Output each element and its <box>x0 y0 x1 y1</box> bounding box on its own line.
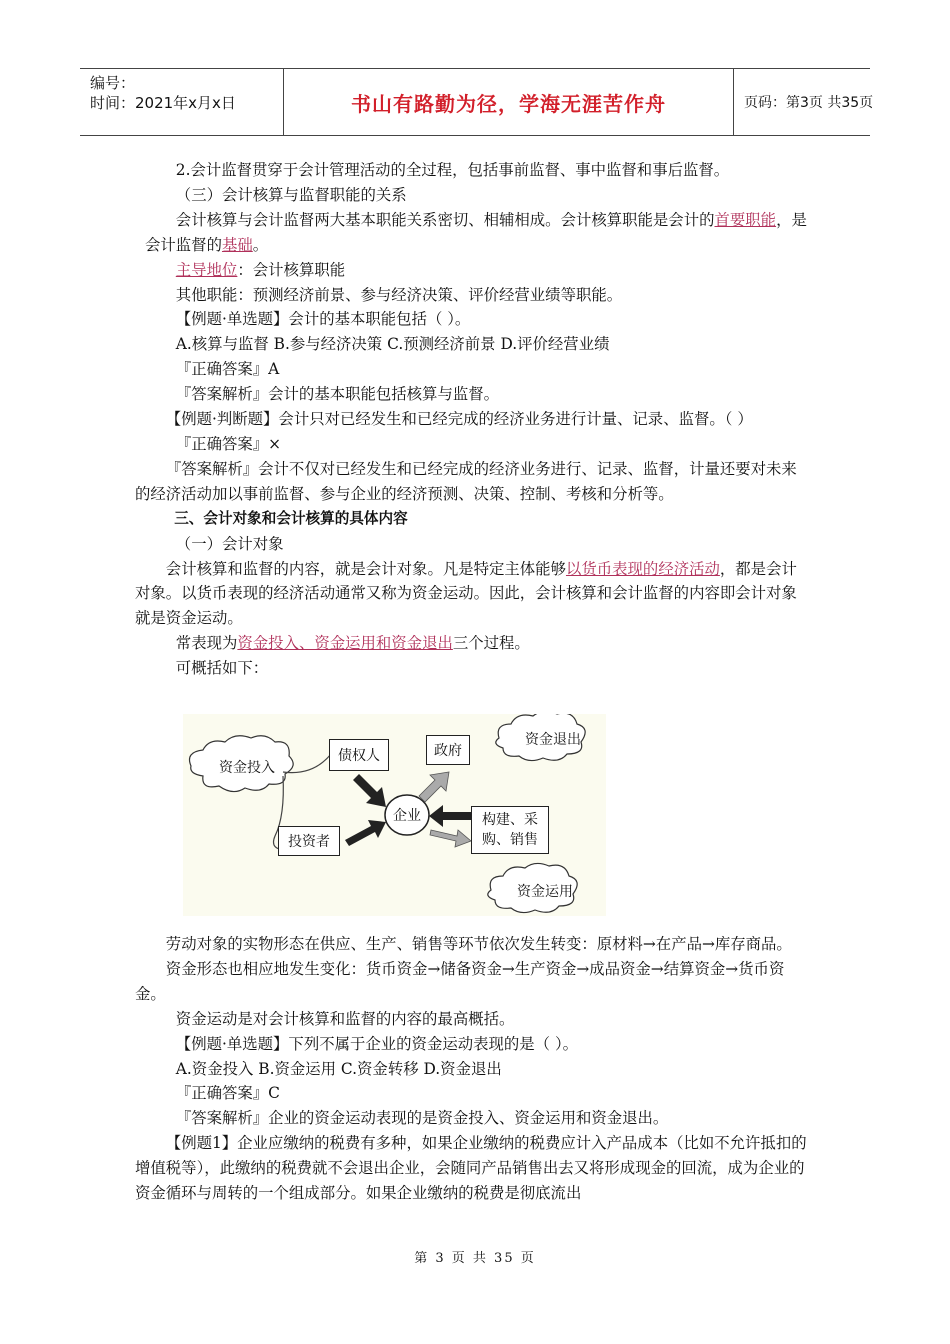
paragraph: 会计核算和监督的内容，就是会计对象。凡是特定主体能够以货币表现的经济活动，都是会计对象。以货币表现的经济活动通常又称为资金运动。因此，会计核算和会计监督的内容即会计对象就是资金运动。 <box>135 559 797 628</box>
page-header <box>80 68 874 136</box>
fund-flow-diagram <box>183 714 606 916</box>
answer: 『正确答案』A <box>175 360 280 379</box>
link-monetary-activity[interactable]: 以货币表现的经济活动 <box>565 559 720 578</box>
explanation: 『答案解析』会计不仅对已经发生和已经完成的经济业务进行、记录、监督，计量还要对未来的经济活动加以事前监督、参与企业的经济预测、决策、控制、考核和分析等。 <box>135 459 797 503</box>
body-text-top <box>135 158 810 681</box>
arrow-investor-to-enterprise <box>345 820 386 846</box>
date-label: 时间：2021年x月x日 <box>90 94 236 112</box>
question: 【例题·单选题】下列不属于企业的资金运动表现的是（ ）。 <box>175 1034 579 1053</box>
creditor-box: 债权人 <box>329 739 389 771</box>
paragraph: 其他职能：预测经济前景、参与经济决策、评价经营业绩等职能。 <box>175 285 623 304</box>
link-three-processes[interactable]: 资金投入、资金运用和资金退出 <box>237 634 453 653</box>
arrow-build-to-enterprise <box>429 805 471 827</box>
arrow-enterprise-to-government <box>419 772 449 802</box>
number-label: 编号： <box>90 74 136 92</box>
page-footer: 第 3 页 共 35 页 <box>414 1251 536 1266</box>
government-box: 政府 <box>426 735 470 765</box>
cloud-fund-input: 资金投入 <box>219 760 275 776</box>
enterprise-label: 企业 <box>393 808 421 824</box>
section-heading: （三）会计核算与监督职能的关系 <box>175 185 407 204</box>
paragraph: 2.会计监督贯穿于会计管理活动的全过程，包括事前监督、事中监督和事后监督。 <box>175 161 730 179</box>
build-purchase-sell-box: 构建、采购、销售 <box>471 806 549 854</box>
paragraph: 常表现为资金投入、资金运用和资金退出三个过程。 <box>175 634 530 653</box>
question: 【例题·单选题】会计的基本职能包括（ ）。 <box>175 310 471 329</box>
paragraph: 资金运动是对会计核算和监督的内容的最高概括。 <box>175 1009 515 1028</box>
investor-box: 投资者 <box>278 826 340 856</box>
section-heading: （一）会计对象 <box>175 534 284 553</box>
link-foundation[interactable]: 基础 <box>221 235 253 254</box>
explanation: 『答案解析』企业的资金运动表现的是资金投入、资金运用和资金退出。 <box>175 1109 669 1128</box>
arrow-creditor-to-enterprise <box>353 774 386 807</box>
answer: 『正确答案』× <box>175 434 282 453</box>
paragraph: 会计核算与会计监督两大基本职能关系密切、相辅相成。会计核算职能是会计的首要职能，是会计监督的基础。 <box>145 210 807 254</box>
question: 【例题·判断题】会计只对已经发生和已经完成的经济业务进行计量、记录、监督。（ ） <box>165 410 753 429</box>
arrow-enterprise-to-build <box>430 830 471 847</box>
options: A.核算与监督 B.参与经济决策 C.预测经济前景 D.评价经营业绩 <box>175 335 610 354</box>
body-text-bottom <box>135 932 810 1206</box>
section-heading-bold: 三、会计对象和会计核算的具体内容 <box>174 509 408 527</box>
paragraph: 资金形态也相应地发生变化：货币资金→储备资金→生产资金→成品资金→结算资金→货币资金。 <box>135 959 785 1003</box>
cloud-fund-exit: 资金退出 <box>525 732 581 748</box>
motto: 书山有路勤为径，学海无涯苦作舟 <box>284 69 734 135</box>
header-left-cell <box>80 69 284 135</box>
options: A.资金投入 B.资金运用 C.资金转移 D.资金退出 <box>175 1059 502 1078</box>
example: 【例题1】企业应缴纳的税费有多种，如果企业缴纳的税费应计入产品成本（比如不允许抵扣的增值税等），此缴纳的税费就不会退出企业，会随同产品销售出去又将形成现金的回流，成为企业的资金循环与周转的一个组成部分。如果企业缴纳的税费是彻底流出 <box>135 1134 807 1203</box>
link-primary-function[interactable]: 首要职能 <box>714 210 777 229</box>
cloud-fund-use: 资金运用 <box>517 884 573 900</box>
explanation: 『答案解析』会计的基本职能包括核算与监督。 <box>175 385 500 404</box>
answer: 『正确答案』C <box>175 1084 280 1103</box>
paragraph: 主导地位：会计核算职能 <box>175 260 346 279</box>
page-info: 页码：第3页 共35页 <box>744 95 874 111</box>
link-dominant-position[interactable]: 主导地位 <box>175 260 238 279</box>
paragraph: 可概括如下： <box>175 659 269 678</box>
paragraph: 劳动对象的实物形态在供应、生产、销售等环节依次发生转变：原材料→在产品→库存商品。 <box>165 935 792 953</box>
